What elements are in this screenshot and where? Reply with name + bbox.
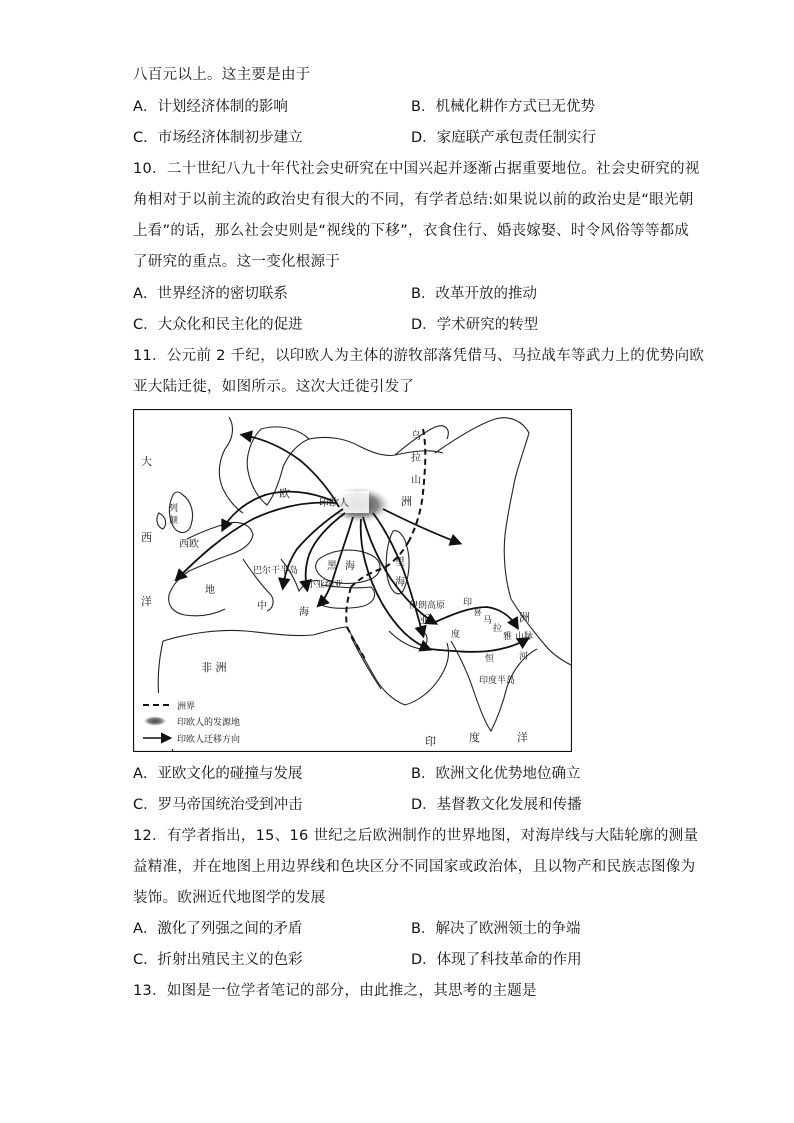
q9-option-c[interactable] bbox=[133, 128, 303, 148]
option-letter: C． bbox=[133, 130, 158, 146]
map-label-xi: 西 bbox=[141, 531, 152, 544]
q10-option-b[interactable] bbox=[411, 284, 537, 304]
q10-option-c[interactable] bbox=[133, 315, 303, 335]
map-label-wu: 乌 bbox=[411, 431, 421, 442]
option-text: 欧洲文化优势地位确立 bbox=[435, 766, 581, 782]
map-label-ou: 欧 bbox=[279, 487, 290, 500]
legend-direction: 印欧人迁移方向 bbox=[177, 735, 241, 745]
q10-option-a[interactable] bbox=[133, 284, 288, 304]
q10-line-3: 上看”的话，那么社会史则是“视线的下移”，衣食住行、婚丧嫁娶、时令风俗等等都成 bbox=[133, 223, 690, 239]
option-letter: A． bbox=[133, 286, 158, 302]
q9-option-d[interactable] bbox=[411, 128, 596, 148]
q12-line-1: 12．有学者指出，15、16 世纪之后欧洲制作的世界地图，对海岸线与大陆轮廓的测量 bbox=[133, 828, 699, 844]
map-label-indus: 度 bbox=[451, 630, 461, 640]
map-label-ma: 马 bbox=[483, 616, 493, 626]
option-text: 激化了列强之间的矛盾 bbox=[157, 921, 303, 937]
option-letter: D． bbox=[411, 797, 437, 813]
legend-boundary: 洲界 bbox=[177, 702, 196, 712]
q10-line-2: 角相对于以前主流的政治史有很大的不同，有学者总结:如果说以前的政治史是“眼光朝 bbox=[133, 192, 694, 208]
option-letter: D． bbox=[411, 130, 437, 146]
option-letter: A． bbox=[133, 766, 158, 782]
migration-map bbox=[133, 409, 572, 752]
map-label-dian: 颠 bbox=[169, 516, 179, 526]
option-text: 体现了科技革命的作用 bbox=[436, 952, 582, 968]
q9-option-b[interactable] bbox=[411, 97, 595, 117]
option-letter: D． bbox=[411, 952, 437, 968]
option-text: 基督教文化发展和传播 bbox=[436, 797, 582, 813]
q9-tail: 八百元以上。这主要是由于 bbox=[133, 67, 311, 83]
map-label-africa: 非 洲 bbox=[201, 661, 227, 674]
q10-option-d[interactable] bbox=[411, 315, 538, 335]
legend-origin: 印欧人的发源地 bbox=[177, 718, 241, 728]
map-label-la: 拉 bbox=[493, 624, 503, 634]
q11-option-b[interactable] bbox=[411, 764, 580, 784]
map-label-yindu: 印 bbox=[425, 735, 436, 748]
option-letter: C． bbox=[133, 952, 158, 968]
option-text: 解决了欧洲领土的争端 bbox=[435, 921, 581, 937]
map-label-xi2: 喜 bbox=[473, 608, 483, 618]
option-letter: C． bbox=[133, 797, 158, 813]
map-label-asia-minor: 小亚细亚 bbox=[307, 580, 344, 590]
map-label-balkan: 巴尔干半岛 bbox=[253, 566, 299, 576]
map-label-la2: 拉 bbox=[411, 453, 421, 464]
map-label-shanmai: 山脉 bbox=[515, 632, 534, 642]
map-legend bbox=[137, 693, 255, 749]
option-letter: C． bbox=[133, 317, 158, 333]
map-label-yin: 印 bbox=[463, 598, 473, 608]
q12-line-3: 装饰。欧洲近代地图学的发展 bbox=[133, 890, 326, 906]
q11-option-a[interactable] bbox=[133, 764, 302, 784]
option-letter: B． bbox=[411, 286, 436, 302]
q12-option-a[interactable] bbox=[133, 919, 302, 939]
map-label-yang2: 洋 bbox=[517, 731, 528, 744]
q9-option-a[interactable] bbox=[133, 97, 288, 117]
map-label-zhong: 中 bbox=[257, 601, 267, 612]
map-label-yang: 洋 bbox=[141, 595, 152, 608]
q13-line-1: 13．如图是一位学者笔记的部分，由此推之，其思考的主题是 bbox=[133, 983, 537, 999]
option-text: 家庭联产承包责任制实行 bbox=[436, 130, 597, 146]
q10-line-4: 了研究的重点。这一变化根源于 bbox=[133, 254, 341, 270]
map-label-caspian-hai: 海 bbox=[395, 577, 405, 588]
map-label-zhou2: 洲 bbox=[519, 611, 530, 624]
option-letter: D． bbox=[411, 317, 437, 333]
map-label-he: 河 bbox=[519, 652, 529, 662]
q10-line-1: 10．二十世纪八九十年代社会史研究在中国兴起并逐渐占据重要地位。社会史研究的视 bbox=[133, 161, 700, 177]
map-label-iran: 伊朗高原 bbox=[409, 601, 446, 611]
map-label-du: 度 bbox=[469, 731, 480, 744]
legend-blob-symbol bbox=[143, 716, 167, 726]
map-label-ya: 亚 bbox=[419, 613, 430, 626]
q11-line-1: 11．公元前 2 千纪，以印欧人为主体的游牧部落凭借马、马拉战车等武力上的优势向欧 bbox=[133, 348, 705, 364]
map-label-heng: 恒 bbox=[485, 654, 495, 664]
option-text: 折射出殖民主义的色彩 bbox=[157, 952, 303, 968]
option-text: 亚欧文化的碰撞与发展 bbox=[157, 766, 303, 782]
q11-option-d[interactable] bbox=[411, 795, 582, 815]
option-letter: A． bbox=[133, 99, 158, 115]
map-label-lie: 列 bbox=[169, 504, 179, 514]
q12-line-2: 益精准，并在地图上用边界线和色块区分不同国家或政治体，且以物产和民族志图像为 bbox=[133, 859, 696, 875]
option-text: 大众化和民主化的促进 bbox=[157, 317, 303, 333]
map-label-di: 地 bbox=[205, 585, 215, 596]
option-text: 学术研究的转型 bbox=[436, 317, 539, 333]
q12-option-d[interactable] bbox=[411, 950, 582, 970]
option-text: 市场经济体制初步建立 bbox=[157, 130, 303, 146]
map-label-hai: 海 bbox=[345, 561, 355, 572]
map-label-li: 里 bbox=[395, 557, 405, 568]
option-text: 世界经济的密切联系 bbox=[157, 286, 288, 302]
option-text: 计划经济体制的影响 bbox=[157, 99, 288, 115]
option-text: 改革开放的推动 bbox=[435, 286, 537, 302]
option-letter: B． bbox=[411, 766, 436, 782]
q12-option-c[interactable] bbox=[133, 950, 303, 970]
q11-line-2: 亚大陆迁徙，如图所示。这次大迁徙引发了 bbox=[133, 379, 415, 395]
option-text: 机械化耕作方式已无优势 bbox=[435, 99, 595, 115]
map-label-ya2: 雅 bbox=[503, 632, 513, 642]
map-label-zhou: 洲 bbox=[401, 495, 412, 508]
map-label-west-europe: 西欧 bbox=[179, 539, 199, 550]
option-letter: B． bbox=[411, 921, 436, 937]
option-text: 罗马帝国统治受到冲击 bbox=[157, 797, 303, 813]
map-label-origin: 印欧人 bbox=[319, 498, 349, 509]
q11-option-c[interactable] bbox=[133, 795, 303, 815]
option-letter: B． bbox=[411, 99, 436, 115]
map-label-india: 印度半岛 bbox=[479, 676, 516, 686]
map-label-med-hai: 海 bbox=[299, 607, 309, 618]
q12-option-b[interactable] bbox=[411, 919, 580, 939]
option-letter: A． bbox=[133, 921, 158, 937]
map-label-da: 大 bbox=[141, 455, 152, 468]
map-label-shan2: 山 bbox=[411, 475, 421, 486]
map-label-hei: 黑 bbox=[327, 561, 337, 572]
